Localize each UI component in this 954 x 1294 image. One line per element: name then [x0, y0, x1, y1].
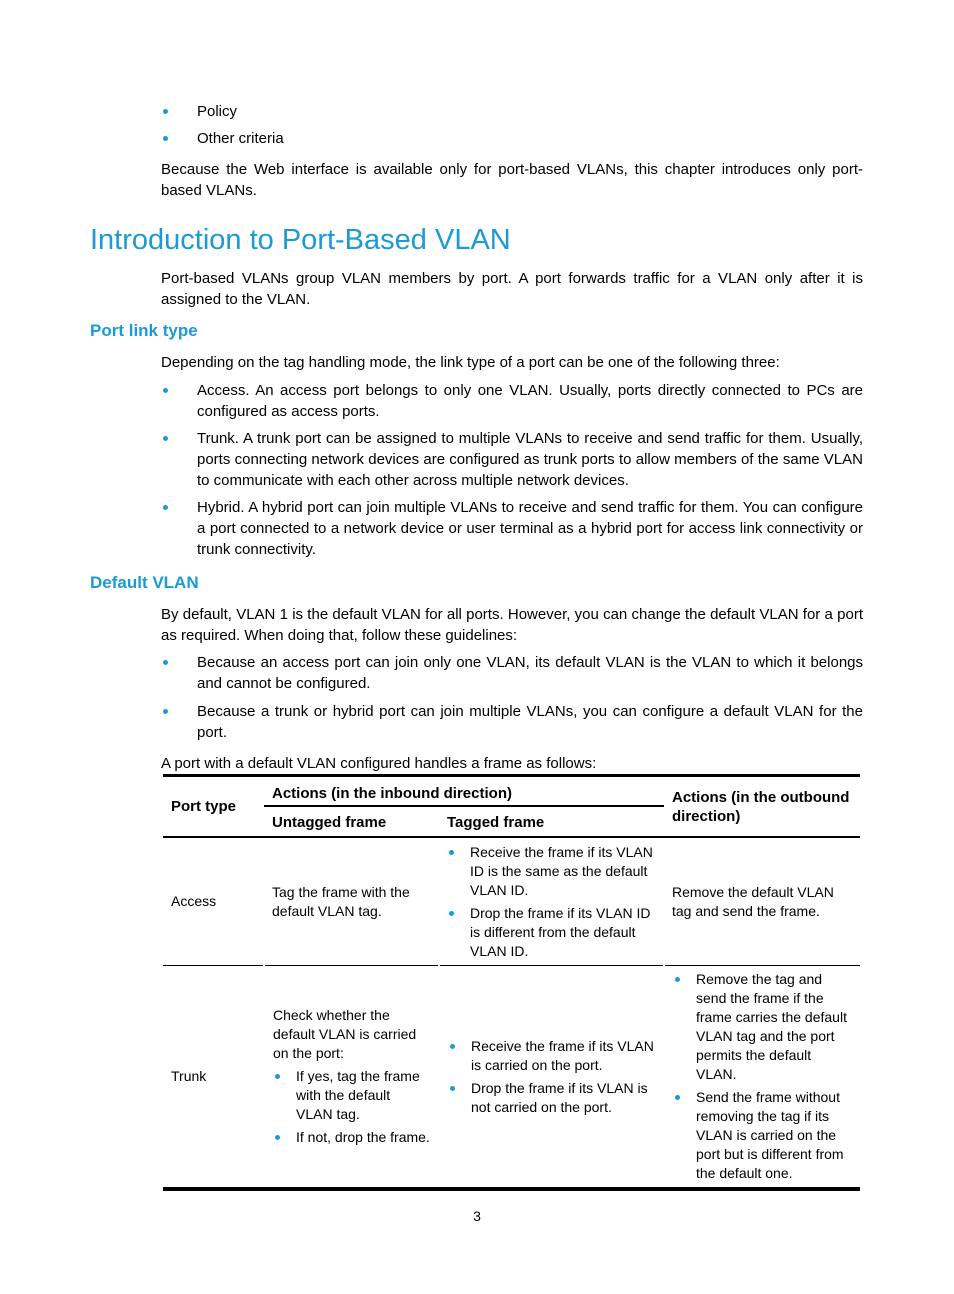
- frame-handling-table: [163, 774, 860, 1191]
- access-tagged: [439, 837, 664, 966]
- trunk-port-type: Trunk: [163, 966, 264, 1190]
- trunk-untagged-list: [273, 1067, 430, 1147]
- list-item: Receive the frame if its VLAN is carried on the port.: [448, 1037, 655, 1075]
- bullet-icon: [163, 660, 168, 665]
- bullet-icon: [163, 436, 168, 441]
- bullet-icon: [449, 850, 454, 855]
- port-link-type-heading: Port link type: [90, 321, 198, 340]
- list-item: Receive the frame if its VLAN ID is the same as the default VLAN ID.: [447, 843, 656, 900]
- bullet-icon: [163, 109, 168, 114]
- bullet-icon: [163, 709, 168, 714]
- intro-paragraph: Because the Web interface is available only for port-based VLANs, this chapter introduces only port-based VLANs.: [161, 161, 863, 199]
- bullet-icon: [163, 136, 168, 141]
- table-row: [163, 837, 860, 966]
- trunk-outbound: [664, 966, 860, 1190]
- table-row: [163, 966, 860, 1190]
- list-item: Access. An access port belongs to only one VLAN. Usually, ports directly connected to PCs are configured as access ports.: [161, 380, 863, 422]
- list-item: Because a trunk or hybrid port can join multiple VLANs, you can configure a default VLAN for the port.: [161, 701, 863, 743]
- list-item: Trunk. A trunk port can be assigned to multiple VLANs to receive and send traffic for them. Usually, ports connecting network devices are configured as trunk ports to allow members of the same VLAN to communicate with each other across multiple network devices.: [161, 428, 863, 491]
- bullet-icon: [450, 1044, 455, 1049]
- bullet-icon: [275, 1074, 280, 1079]
- bullet-icon: [449, 911, 454, 916]
- untagged-header: Untagged frame: [264, 806, 439, 837]
- table-intro: A port with a default VLAN configured handles a frame as follows:: [161, 755, 597, 772]
- bullet-icon: [675, 1095, 680, 1100]
- intro-bullet-list: [161, 101, 863, 149]
- trunk-untagged-intro: Check whether the default VLAN is carried on the port:: [273, 1007, 417, 1061]
- access-tagged-list: [447, 843, 656, 961]
- access-untagged: Tag the frame with the default VLAN tag.: [264, 837, 439, 966]
- trunk-untagged: [264, 966, 439, 1190]
- page-number: 3: [473, 1208, 481, 1224]
- list-item: Hybrid. A hybrid port can join multiple VLANs to receive and send traffic for them. You can configure a port connected to a network device or user terminal as a hybrid port for access link connectivity or trunk connectivity.: [161, 497, 863, 560]
- list-item: Policy: [161, 101, 863, 122]
- trunk-tagged: [439, 966, 664, 1190]
- section-paragraph: Port-based VLANs group VLAN members by port. A port forwards traffic for a VLAN only after it is assigned to the VLAN.: [161, 270, 863, 308]
- list-item: Drop the frame if its VLAN is not carried on the port.: [448, 1079, 655, 1117]
- bullet-icon: [675, 977, 680, 982]
- bullet-icon: [163, 388, 168, 393]
- list-item: If not, drop the frame.: [273, 1128, 430, 1147]
- list-item: If yes, tag the frame with the default VLAN tag.: [273, 1067, 430, 1124]
- tagged-header: Tagged frame: [439, 806, 664, 837]
- default-vlan-paragraph: By default, VLAN 1 is the default VLAN for all ports. However, you can change the default VLAN for a port as required. When doing that, follow these guidelines:: [161, 606, 863, 644]
- outbound-header: Actions (in the outbound direction): [664, 776, 860, 838]
- inbound-header: Actions (in the inbound direction): [264, 776, 664, 807]
- access-outbound: Remove the default VLAN tag and send the frame.: [664, 837, 860, 966]
- list-item: Because an access port can join only one VLAN, its default VLAN is the VLAN to which it belongs and cannot be configured.: [161, 652, 863, 694]
- section-title: Introduction to Port-Based VLAN: [90, 224, 511, 256]
- access-port-type: Access: [163, 837, 264, 966]
- default-vlan-heading: Default VLAN: [90, 573, 199, 592]
- port-type-header: Port type: [163, 776, 264, 838]
- list-item: Other criteria: [161, 128, 863, 149]
- port-link-type-paragraph: Depending on the tag handling mode, the link type of a port can be one of the following three:: [161, 354, 780, 371]
- bullet-icon: [450, 1086, 455, 1091]
- list-item: Send the frame without removing the tag if its VLAN is carried on the port but is different from the default one.: [673, 1088, 852, 1183]
- list-item: Remove the tag and send the frame if the frame carries the default VLAN tag and the port permits the default VLAN.: [673, 970, 852, 1084]
- bullet-icon: [275, 1135, 280, 1140]
- trunk-tagged-list: [448, 1037, 655, 1117]
- default-vlan-list: [161, 652, 863, 743]
- port-link-type-list: [161, 380, 863, 560]
- trunk-outbound-list: [673, 970, 852, 1183]
- list-item: Drop the frame if its VLAN ID is different from the default VLAN ID.: [447, 904, 656, 961]
- table-header-row: [163, 776, 860, 807]
- bullet-icon: [163, 505, 168, 510]
